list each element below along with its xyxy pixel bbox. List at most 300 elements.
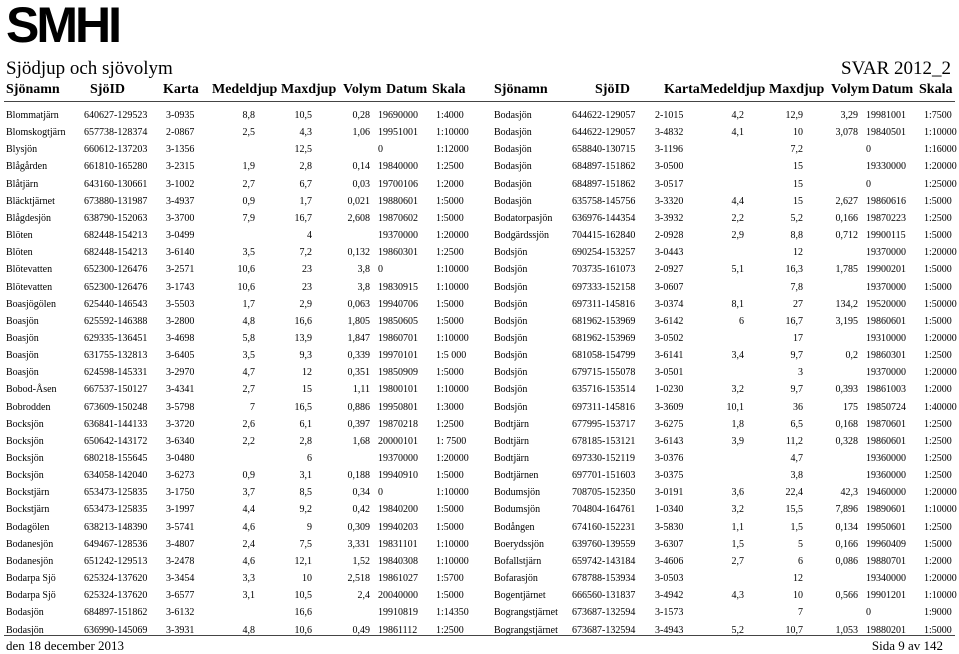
table-cell: 3,1	[299, 470, 312, 482]
page-title: Sjödjup och sjövolym	[6, 58, 173, 79]
table-cell: 4,1	[731, 127, 744, 139]
table-cell: 651242-129513	[84, 555, 148, 567]
table-cell: 19831101	[378, 538, 418, 550]
table-cell: 6,5	[790, 418, 803, 430]
table-cell: Boasjögölen	[6, 298, 56, 310]
table-cell: Bobrodden	[6, 401, 51, 413]
table-cell: 2,518	[347, 573, 370, 585]
table-cell: 6	[739, 315, 744, 327]
table-cell: 19880601	[378, 195, 418, 207]
table-cell: 19860301	[378, 247, 418, 259]
table-cell: 3-3931	[166, 624, 195, 636]
table-cell: 681962-153969	[572, 315, 636, 327]
table-cell: 19840308	[378, 555, 418, 567]
table-cell: 1,9	[242, 161, 255, 173]
table-cell: 10,7	[785, 624, 803, 636]
table-cell: 19860616	[866, 195, 906, 207]
table-cell: Blommatjärn	[6, 110, 59, 121]
table-cell: 2-0928	[655, 230, 684, 242]
column-header-left-0: Sjönamn	[6, 82, 60, 97]
table-cell: 708705-152350	[572, 487, 636, 499]
table-cell: 1:2500	[924, 212, 952, 224]
footer-divider	[4, 635, 955, 636]
table-cell: 636990-145069	[84, 624, 148, 636]
table-cell: 16,7	[785, 315, 803, 327]
table-cell: 1:2500	[436, 247, 464, 259]
table-cell: 1-0230	[655, 384, 684, 396]
table-cell: Bodsjön	[494, 247, 528, 259]
table-cell: 3-0443	[655, 247, 684, 259]
table-cell: 1:10000	[924, 127, 957, 139]
table-cell: 19340000	[866, 573, 906, 585]
table-row	[0, 347, 959, 364]
table-cell: 10,6	[294, 624, 312, 636]
table-cell: 10,1	[726, 401, 744, 413]
table-cell: 1,06	[352, 127, 370, 139]
table-cell: 3-4606	[655, 555, 684, 567]
table-cell: 3-6577	[166, 590, 195, 602]
table-cell: 0,188	[347, 470, 370, 482]
table-cell: 19861003	[866, 384, 906, 396]
table-cell: 8,8	[242, 110, 255, 121]
table-cell: 643160-130661	[84, 178, 148, 190]
table-cell: 3-6273	[166, 470, 195, 482]
table-cell: 3-3454	[166, 573, 195, 585]
table-cell: 19310000	[866, 332, 906, 344]
table-cell: Boasjön	[6, 367, 39, 379]
table-cell: 12,5	[294, 144, 312, 156]
table-cell: 1:10000	[436, 127, 469, 139]
table-cell: 1:5000	[924, 315, 952, 327]
table-cell: 3-1196	[655, 144, 683, 156]
table-cell: 36	[793, 401, 803, 413]
table-cell: 1,847	[347, 332, 370, 344]
table-cell: 697311-145816	[572, 401, 635, 413]
table-cell: 10,5	[294, 110, 312, 121]
table-cell: 19800101	[378, 384, 418, 396]
table-cell: 19870223	[866, 212, 906, 224]
table-cell: 657738-128374	[84, 127, 148, 139]
table-cell: Bodumsjön	[494, 487, 541, 499]
table-cell: Bodasjön	[494, 144, 532, 156]
table-cell: Blöten	[6, 247, 33, 259]
table-cell: 19360000	[866, 470, 906, 482]
table-cell: 20040000	[378, 590, 418, 602]
table-cell: 3-5830	[655, 521, 684, 533]
table-cell: 1:4000	[436, 110, 464, 121]
table-cell: 19520000	[866, 298, 906, 310]
table-cell: Bodasjön	[494, 178, 532, 190]
table-cell: Bodatorpasjön	[494, 212, 553, 224]
table-cell: Bodtjärn	[494, 418, 529, 430]
table-cell: 19840000	[378, 161, 418, 173]
table-cell: Blågdesjön	[6, 212, 51, 224]
table-cell: 1:20000	[924, 332, 957, 344]
table-cell: 3,078	[835, 127, 858, 139]
table-cell: Bodasjön	[494, 161, 532, 173]
table-cell: 650642-143172	[84, 435, 148, 447]
table-cell: Blötevatten	[6, 281, 53, 293]
table-row	[0, 279, 959, 296]
table-cell: Bofarasjön	[494, 573, 538, 585]
column-header-right-2: Karta	[664, 82, 700, 97]
footer-date: den 18 december 2013	[6, 638, 125, 653]
table-cell: 3-4937	[166, 195, 195, 207]
table-row	[0, 519, 959, 536]
table-cell: 0,2	[845, 350, 858, 362]
table-cell: 0,28	[352, 110, 370, 121]
table-row	[0, 484, 959, 501]
table-cell: 681058-154799	[572, 350, 636, 362]
table-cell: 635758-145756	[572, 195, 636, 207]
table-cell: 3,331	[347, 538, 370, 550]
table-cell: 0	[866, 607, 871, 619]
table-cell: 19950801	[378, 401, 418, 413]
table-cell: 19330000	[866, 161, 906, 173]
table-cell: 679715-155078	[572, 367, 636, 379]
table-cell: 2,7	[731, 555, 744, 567]
table-cell: Bodanesjön	[6, 538, 54, 550]
table-cell: 1,5	[731, 538, 744, 550]
table-cell: Bodasjön	[6, 624, 44, 636]
table-cell: 19900115	[866, 230, 906, 242]
table-cell: 0,086	[835, 555, 858, 567]
table-cell: Bodsjön	[494, 332, 528, 344]
table-cell: 12	[793, 573, 803, 585]
table-cell: 680218-155645	[84, 453, 148, 464]
table-cell: 0,351	[347, 367, 370, 379]
table-cell: 15	[793, 161, 803, 173]
table-cell: 638790-152063	[84, 212, 148, 224]
table-cell: 3-0500	[655, 161, 684, 173]
table-cell: 697311-145816	[572, 298, 635, 310]
table-cell: 3,3	[242, 573, 255, 585]
table-cell: 3-0517	[655, 178, 684, 190]
table-row	[0, 227, 959, 244]
table-cell: 640627-129523	[84, 110, 148, 121]
table-cell: 1:12000	[436, 144, 469, 156]
column-header-left-2: Karta	[163, 82, 199, 97]
table-cell: 12	[302, 367, 312, 379]
table-cell: Blomskogtjärn	[6, 127, 66, 139]
table-cell: Bograngstjärnet	[494, 624, 558, 636]
table-cell: 3-6143	[655, 435, 684, 447]
table-cell: 6,1	[299, 418, 312, 430]
table-cell: 666560-131837	[572, 590, 636, 602]
table-cell: 7,5	[299, 538, 312, 550]
table-cell: 19840200	[378, 504, 418, 516]
table-cell: 3-1743	[166, 281, 195, 293]
footer-page: Sida 9 av 142	[871, 638, 943, 653]
report-code: SVAR 2012_2	[841, 58, 951, 79]
table-cell: Bodasjön	[494, 195, 532, 207]
table-cell: 653473-125835	[84, 504, 148, 516]
table-cell: 1-0340	[655, 504, 684, 516]
table-cell: 1:10000	[436, 264, 469, 276]
table-cell: 3-2800	[166, 315, 195, 327]
table-cell: Bogentjärnet	[494, 590, 546, 602]
header-divider	[4, 101, 955, 102]
table-cell: 1:5000	[924, 230, 952, 242]
table-cell: 2,9	[299, 298, 312, 310]
table-cell: Bodtjärnen	[494, 470, 539, 482]
table-cell: 1:3000	[436, 401, 464, 413]
table-cell: 3,8	[790, 470, 803, 482]
table-cell: 4,2	[731, 110, 744, 121]
table-cell: 1:5000	[436, 504, 464, 516]
table-cell: 0,34	[352, 487, 370, 499]
table-cell: 3,8	[357, 264, 370, 276]
table-cell: 19951001	[378, 127, 418, 139]
table-cell: 704415-162840	[572, 230, 636, 242]
table-cell: 1:20000	[924, 573, 957, 585]
table-cell: 0	[378, 144, 383, 156]
table-cell: 19840501	[866, 127, 906, 139]
table-cell: 2,8	[299, 435, 312, 447]
table-cell: 1:20000	[924, 247, 957, 259]
column-header-left-4: Maxdjup	[281, 82, 337, 97]
table-cell: 3-1997	[166, 504, 195, 516]
table-cell: 636841-144133	[84, 418, 148, 430]
table-cell: 636976-144354	[572, 212, 636, 224]
table-cell: 625440-146543	[84, 298, 148, 310]
table-cell: 3-4807	[166, 538, 195, 550]
table-cell: 20000101	[378, 435, 418, 447]
table-cell: Boasjön	[6, 315, 39, 327]
table-cell: 3-4832	[655, 127, 684, 139]
table-cell: Blöten	[6, 230, 33, 242]
table-cell: Boasjön	[6, 350, 39, 362]
table-cell: 0,166	[835, 212, 858, 224]
table-cell: 0,03	[352, 178, 370, 190]
table-cell: 1,7	[299, 195, 312, 207]
table-cell: 1:2000	[924, 384, 952, 396]
table-cell: 1:2500	[924, 350, 952, 362]
table-cell: 19370000	[866, 247, 906, 259]
table-cell: 1,805	[347, 315, 370, 327]
table-row	[0, 313, 959, 330]
table-cell: Boasjön	[6, 332, 39, 344]
table-cell: 3-2970	[166, 367, 195, 379]
table-cell: 1,11	[352, 384, 370, 396]
table-cell: 673609-150248	[84, 401, 148, 413]
table-cell: Bodsjön	[494, 401, 528, 413]
table-cell: 678185-153121	[572, 435, 636, 447]
table-cell: 19970101	[378, 350, 418, 362]
table-cell: 1:5000	[436, 590, 464, 602]
table-cell: 23	[302, 264, 312, 276]
table-cell: 1:2500	[924, 470, 952, 482]
table-cell: 22,4	[785, 487, 803, 499]
table-cell: 3-6405	[166, 350, 195, 362]
table-cell: 0,021	[347, 195, 370, 207]
table-cell: 5	[798, 538, 803, 550]
table-cell: 3-3932	[655, 212, 684, 224]
table-cell: 0,566	[835, 590, 858, 602]
table-cell: 2,4	[242, 538, 255, 550]
table-cell: 658840-130715	[572, 144, 636, 156]
table-cell: Bodasjön	[494, 127, 532, 139]
table-row	[0, 501, 959, 518]
table-row	[0, 158, 959, 175]
table-cell: 682448-154213	[84, 247, 148, 259]
table-cell: 19870601	[866, 418, 906, 430]
table-cell: 684897-151862	[84, 607, 148, 619]
table-cell: 3-4341	[166, 384, 195, 396]
table-cell: 3-3720	[166, 418, 195, 430]
table-cell: 5,1	[731, 264, 744, 276]
column-header-left-1: SjöID	[90, 82, 126, 97]
table-cell: 8,1	[731, 298, 744, 310]
table-cell: 7,896	[835, 504, 858, 516]
table-cell: Bodgärdssjön	[494, 230, 549, 242]
table-cell: 3,1	[242, 590, 255, 602]
table-cell: 2,2	[242, 435, 255, 447]
table-cell: 681962-153969	[572, 332, 636, 344]
table-cell: 10	[793, 590, 803, 602]
table-cell: 2-0867	[166, 127, 195, 139]
table-cell: 684897-151862	[572, 161, 636, 173]
table-cell: 3,2	[731, 384, 744, 396]
table-cell: 624598-145331	[84, 367, 148, 379]
table-cell: 1:5000	[436, 367, 464, 379]
table-cell: 9,2	[299, 504, 312, 516]
table-cell: 23	[302, 281, 312, 293]
table-cell: 19690000	[378, 110, 418, 121]
table-row	[0, 536, 959, 553]
table-cell: 1,8	[731, 418, 744, 430]
table-cell: 3	[798, 367, 803, 379]
table-cell: 1:2500	[436, 624, 464, 636]
table-cell: 1:5000	[436, 470, 464, 482]
table-cell: 644622-129057	[572, 127, 636, 139]
table-row	[0, 467, 959, 484]
table-cell: Bodsjön	[494, 350, 528, 362]
table-cell: 1:5700	[436, 573, 464, 585]
table-cell: 661810-165280	[84, 161, 148, 173]
table-cell: 4,6	[242, 555, 255, 567]
table-cell: 1:5000	[436, 195, 464, 207]
table-cell: 1:10000	[924, 590, 957, 602]
table-cell: 19860601	[866, 435, 906, 447]
table-cell: 19860301	[866, 350, 906, 362]
table-cell: 0,9	[242, 195, 255, 207]
table-cell: 7,2	[299, 247, 312, 259]
table-row	[0, 261, 959, 278]
table-cell: 1:2000	[924, 555, 952, 567]
table-row	[0, 587, 959, 604]
table-cell: 16,5	[294, 401, 312, 413]
table-cell: 4,4	[242, 504, 255, 516]
table-cell: 16,6	[294, 315, 312, 327]
table-cell: Bodsjön	[494, 298, 528, 310]
table-cell: 19860701	[378, 332, 418, 344]
table-cell: 3-3700	[166, 212, 195, 224]
table-cell: 1:5000	[924, 624, 952, 636]
table-cell: 1:10000	[436, 332, 469, 344]
table-cell: 0,328	[835, 435, 858, 447]
table-cell: 3-2478	[166, 555, 195, 567]
table-cell: 7,8	[790, 281, 803, 293]
table-cell: 1:20000	[924, 487, 957, 499]
table-cell: 7,9	[242, 212, 255, 224]
table-cell: 659742-143184	[572, 555, 636, 567]
table-cell: 2,7	[242, 178, 255, 190]
table-cell: 19940910	[378, 470, 418, 482]
table-cell: 19370000	[378, 453, 418, 464]
table-cell: Bodsjön	[494, 315, 528, 327]
table-cell: Bodtjärn	[494, 453, 529, 464]
table-cell: 678788-153934	[572, 573, 636, 585]
table-cell: 1:5000	[924, 281, 952, 293]
table-cell: 2,9	[731, 230, 744, 242]
table-cell: 1:5 000	[436, 350, 467, 362]
table-cell: 1:5000	[924, 195, 952, 207]
table-cell: 6	[798, 555, 803, 567]
table-cell: 652300-126476	[84, 281, 148, 293]
table-cell: 15	[302, 384, 312, 396]
table-cell: 2-0927	[655, 264, 684, 276]
table-cell: 7,2	[790, 144, 803, 156]
table-cell: Bocksjön	[6, 418, 44, 430]
table-cell: 19370000	[378, 230, 418, 242]
table-cell: 3-4942	[655, 590, 684, 602]
table-cell: 673687-132594	[572, 624, 636, 636]
table-cell: 3-0376	[655, 453, 684, 464]
table-cell: 0,712	[835, 230, 858, 242]
table-cell: 2-1015	[655, 110, 684, 121]
table-cell: 3-1573	[655, 607, 684, 619]
table-cell: 3-0935	[166, 110, 195, 121]
table-cell: 0,339	[347, 350, 370, 362]
table-cell: Bocksjön	[6, 453, 44, 464]
table-cell: Blötevatten	[6, 264, 53, 276]
table-cell: 690254-153257	[572, 247, 636, 259]
table-cell: 9,7	[790, 350, 803, 362]
table-cell: 1:20000	[924, 161, 957, 173]
table-cell: 9,7	[790, 384, 803, 396]
table-cell: 1:7500	[924, 110, 952, 121]
table-cell: 0	[378, 487, 383, 499]
table-cell: 1:16000	[924, 144, 957, 156]
table-cell: Bodumsjön	[494, 504, 541, 516]
table-cell: 15	[793, 178, 803, 190]
table-cell: 3-1356	[166, 144, 195, 156]
table-row	[0, 176, 959, 193]
table-cell: 4,4	[731, 195, 744, 207]
table-cell: 660612-137203	[84, 144, 148, 156]
table-cell: 3-5503	[166, 298, 195, 310]
table-cell: Bocksjön	[6, 470, 44, 482]
table-cell: 19981001	[866, 110, 906, 121]
table-cell: Bodtjärn	[494, 435, 529, 447]
table-cell: Bläcktjärnet	[6, 195, 55, 207]
table-cell: Bodarpa Sjö	[6, 590, 56, 602]
table-cell: Bodsjön	[494, 281, 528, 293]
table-cell: 10,6	[237, 264, 255, 276]
column-header-right-5: Volym	[831, 82, 870, 97]
table-cell: Blysjön	[6, 144, 38, 156]
table-cell: 17	[793, 332, 803, 344]
table-cell: 3-6132	[166, 607, 195, 619]
table-cell: 19860601	[866, 315, 906, 327]
table-cell: 3-0374	[655, 298, 684, 310]
column-header-left-3: Medeldjup	[212, 82, 278, 97]
table-cell: 19700106	[378, 178, 418, 190]
table-cell: 19870218	[378, 418, 418, 430]
table-cell: 15,5	[785, 504, 803, 516]
table-cell: 4,7	[790, 453, 803, 464]
